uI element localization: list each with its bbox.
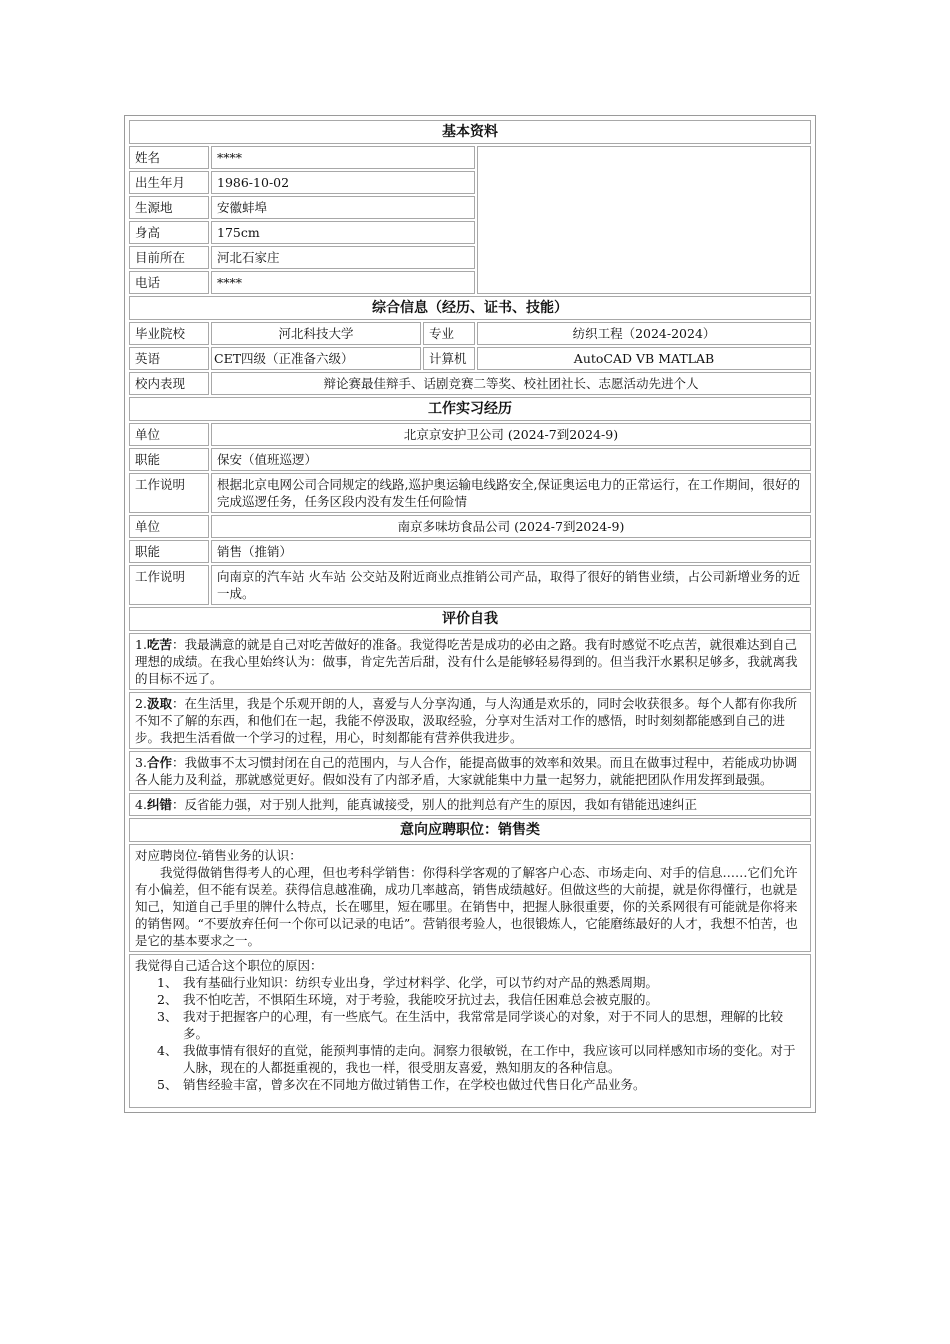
self-eval-item xyxy=(129,793,811,816)
reason-item xyxy=(157,974,805,991)
job2-desc-value: 向南京的汽车站 火车站 公交站及附近商业点推销公司产品，取得了很好的销售业绩，占公司新增业务的近一成。 xyxy=(211,565,811,605)
origin-label: 生源地 xyxy=(129,196,209,219)
birth-label: 出生年月 xyxy=(129,171,209,194)
position-understanding xyxy=(129,844,811,952)
item-number: 2. xyxy=(135,696,147,711)
understanding-text: 我觉得做销售得考人的心理，但也考科学销售：你得科学客观的了解客户心态、市场走向、对手的信息……它们允许有小偏差，但不能有误差。获得信息越准确，成功几率越高，销售成绩越好。但做这些的大前提，就是你得懂行，也就是知己，知道自己手里的牌什么特点，长在哪里，短在哪里。在销售中，把握人脉很重要，你的关系网很有可能就是你将来的销售网。“不要放弃任何一个你可以记录的电话”。营销很考验人，也很锻炼人，它能磨练最好的人才，我想不怕苦，也是它的基本要求之一。 xyxy=(135,865,798,948)
reason-number: 4、 xyxy=(157,1043,178,1058)
reason-text: 我对于把握客户的心理，有一些底气。在生活中，我常常是同学谈心的对象，对于不同人的思想，理解的比较多。 xyxy=(183,1009,784,1041)
understanding-title: 对应聘岗位-销售业务的认识： xyxy=(135,848,302,863)
reason-item xyxy=(157,1076,805,1093)
birth-value: 1986-10-02 xyxy=(211,171,475,194)
reason-text: 我不怕吃苦，不惧陌生环境，对于考验，我能咬牙抗过去，我信任困难总会被克服的。 xyxy=(183,992,659,1007)
job1-role-label: 职能 xyxy=(129,448,209,471)
item-title: 吃苦 xyxy=(146,637,172,652)
campus-value: 辩论赛最佳辩手、话剧竞赛二等奖、校社团社长、志愿活动先进个人 xyxy=(211,372,811,395)
self-eval-heading: 评价自我 xyxy=(129,607,811,631)
job2-unit-label: 单位 xyxy=(129,515,209,538)
reason-number: 5、 xyxy=(157,1077,178,1092)
reason-number: 3、 xyxy=(157,1009,178,1024)
self-eval-item xyxy=(129,633,811,690)
computer-label: 计算机 xyxy=(423,347,475,370)
item-number: 4. xyxy=(135,797,147,812)
reason-number: 1、 xyxy=(157,975,178,990)
self-eval-item xyxy=(129,751,811,791)
location-value: 河北石家庄 xyxy=(211,246,475,269)
job1-desc-label: 工作说明 xyxy=(129,473,209,513)
job1-unit-value: 北京京安护卫公司 (2024-7到2024-9) xyxy=(211,423,811,446)
height-value: 175cm xyxy=(211,221,475,244)
item-title: 纠错 xyxy=(146,797,172,812)
reason-item xyxy=(157,991,805,1008)
height-label: 身高 xyxy=(129,221,209,244)
job2-desc-label: 工作说明 xyxy=(129,565,209,605)
reason-text: 我做事情有很好的直觉，能预判事情的走向。洞察力很敏锐，在工作中，我应该可以同样感知市场的变化。对于人脉，现在的人都挺重视的，我也一样，很受朋友喜爱，熟知朋友的各种信息。 xyxy=(183,1043,796,1075)
reason-text: 销售经验丰富，曾多次在不同地方做过销售工作，在学校也做过代售日化产品业务。 xyxy=(183,1077,646,1092)
job2-unit-value: 南京多味坊食品公司 (2024-7到2024-9) xyxy=(211,515,811,538)
reasons-list xyxy=(135,974,805,1093)
item-text: ：反省能力强，对于别人批判，能真诚接受，别人的批判总有产生的原因，我如有错能迅速纠正 xyxy=(171,797,697,812)
name-label: 姓名 xyxy=(129,146,209,169)
reason-number: 2、 xyxy=(157,992,178,1007)
item-title: 合作 xyxy=(146,755,172,770)
resume-form xyxy=(124,115,816,1113)
phone-value: **** xyxy=(211,271,475,294)
photo-box xyxy=(477,146,811,294)
reason-text: 我有基础行业知识：纺织专业出身，学过材料学、化学，可以节约对产品的熟悉周期。 xyxy=(183,975,659,990)
origin-value: 安徽蚌埠 xyxy=(211,196,475,219)
school-value: 河北科技大学 xyxy=(211,322,421,345)
basic-heading: 基本资料 xyxy=(129,120,811,144)
job1-role-value: 保安（值班巡逻） xyxy=(211,448,811,471)
self-eval-item xyxy=(129,692,811,749)
general-heading: 综合信息（经历、证书、技能） xyxy=(129,296,811,320)
reason-item xyxy=(157,1008,805,1042)
position-heading: 意向应聘职位：销售类 xyxy=(129,818,811,842)
computer-value: AutoCAD VB MATLAB xyxy=(477,347,811,370)
item-number: 1. xyxy=(135,637,147,652)
major-label: 专业 xyxy=(423,322,475,345)
item-text: ：在生活里，我是个乐观开朗的人，喜爱与人分享沟通，与人沟通是欢乐的，同时会收获很多。每个人都有你我所不知不了解的东西，和他们在一起，我能不停汲取，汲取经验，分享对生活对工作的感悟，时时刻刻都能感到自己的进步。我把生活看做一个学习的过程，用心，时刻都能有营养供我进步。 xyxy=(135,696,797,745)
job2-role-label: 职能 xyxy=(129,540,209,563)
english-label: 英语 xyxy=(129,347,209,370)
work-heading: 工作实习经历 xyxy=(129,397,811,421)
position-reasons xyxy=(129,954,811,1108)
major-value: 纺织工程（2024-2024） xyxy=(477,322,811,345)
job1-unit-label: 单位 xyxy=(129,423,209,446)
resume-table xyxy=(127,118,813,1110)
location-label: 目前所在 xyxy=(129,246,209,269)
item-number: 3. xyxy=(135,755,147,770)
item-text: ：我最满意的就是自己对吃苦做好的准备。我觉得吃苦是成功的必由之路。我有时感觉不吃点苦，就很难达到自己理想的成绩。在我心里始终认为：做事，肯定先苦后甜，没有什么是能够轻易得到的。但当我汗水累积足够多，我就离我的目标不远了。 xyxy=(135,637,798,686)
reasons-title: 我觉得自己适合这个职位的原因： xyxy=(135,958,323,973)
campus-label: 校内表现 xyxy=(129,372,209,395)
reason-item xyxy=(157,1042,805,1076)
job2-role-value: 销售（推销） xyxy=(211,540,811,563)
job1-desc-value: 根据北京电网公司合同规定的线路,巡护奥运输电线路安全,保证奥运电力的正常运行，在工作期间，很好的完成巡逻任务，任务区段内没有发生任何险情 xyxy=(211,473,811,513)
item-title: 汲取 xyxy=(146,696,172,711)
phone-label: 电话 xyxy=(129,271,209,294)
school-label: 毕业院校 xyxy=(129,322,209,345)
english-value: CET四级（正准备六级） xyxy=(211,347,421,370)
name-value: **** xyxy=(211,146,475,169)
item-text: ：我做事不太习惯封闭在自己的范围内，与人合作，能提高做事的效率和效果。而且在做事过程中，若能成功协调各人能力及利益，那就感觉更好。假如没有了内部矛盾，大家就能集中力量一起努力，就能把团队作用发挥到最强。 xyxy=(135,755,797,787)
